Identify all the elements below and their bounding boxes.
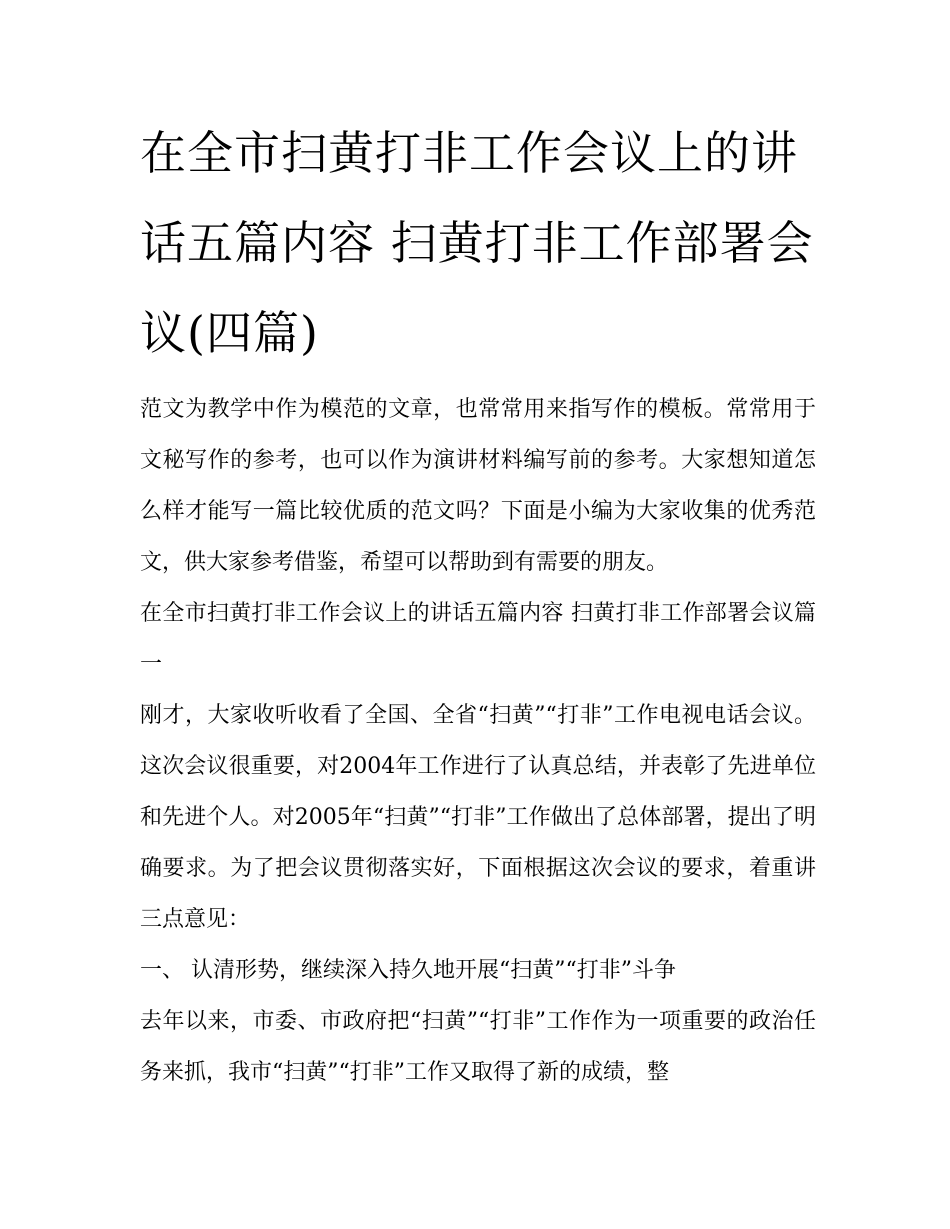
document-page [140,108,816,1098]
body-paragraph: 刚才，大家收听收看了全国、全省“扫黄”“打非”工作电视电话会议。这次会议很重要，对2004年工作进行了认真总结，并表彰了先进单位和先进个人。对2005年“扫黄”“打非”工作做出了总体部署，提出了明确要求。为了把会议贯彻落实好，下面根据这次会议的要求，着重讲三点意见： [140,703,816,932]
body-paragraph: 去年以来，市委、市政府把“扫黄”“打非”工作作为一项重要的政治任务来抓，我市“扫黄”“打非”工作又取得了新的成绩，整 [140,1009,816,1085]
section-heading: 在全市扫黄打非工作会议上的讲话五篇内容 扫黄打非工作部署会议篇一 [140,601,816,677]
intro-paragraph: 范文为教学中作为模范的文章，也常常用来指写作的模板。常常用于文秘写作的参考，也可以作为演讲材料编写前的参考。大家想知道怎么样才能写一篇比较优质的范文吗？下面是小编为大家收集的优秀范文，供大家参考借鉴，希望可以帮助到有需要的朋友。 [140,397,816,575]
point-heading: 一、 认清形势，继续深入持久地开展“扫黄”“打非”斗争 [140,958,676,983]
document-title: 在全市扫黄打非工作会议上的讲话五篇内容 扫黄打非工作部署会议(四篇) [140,126,814,360]
